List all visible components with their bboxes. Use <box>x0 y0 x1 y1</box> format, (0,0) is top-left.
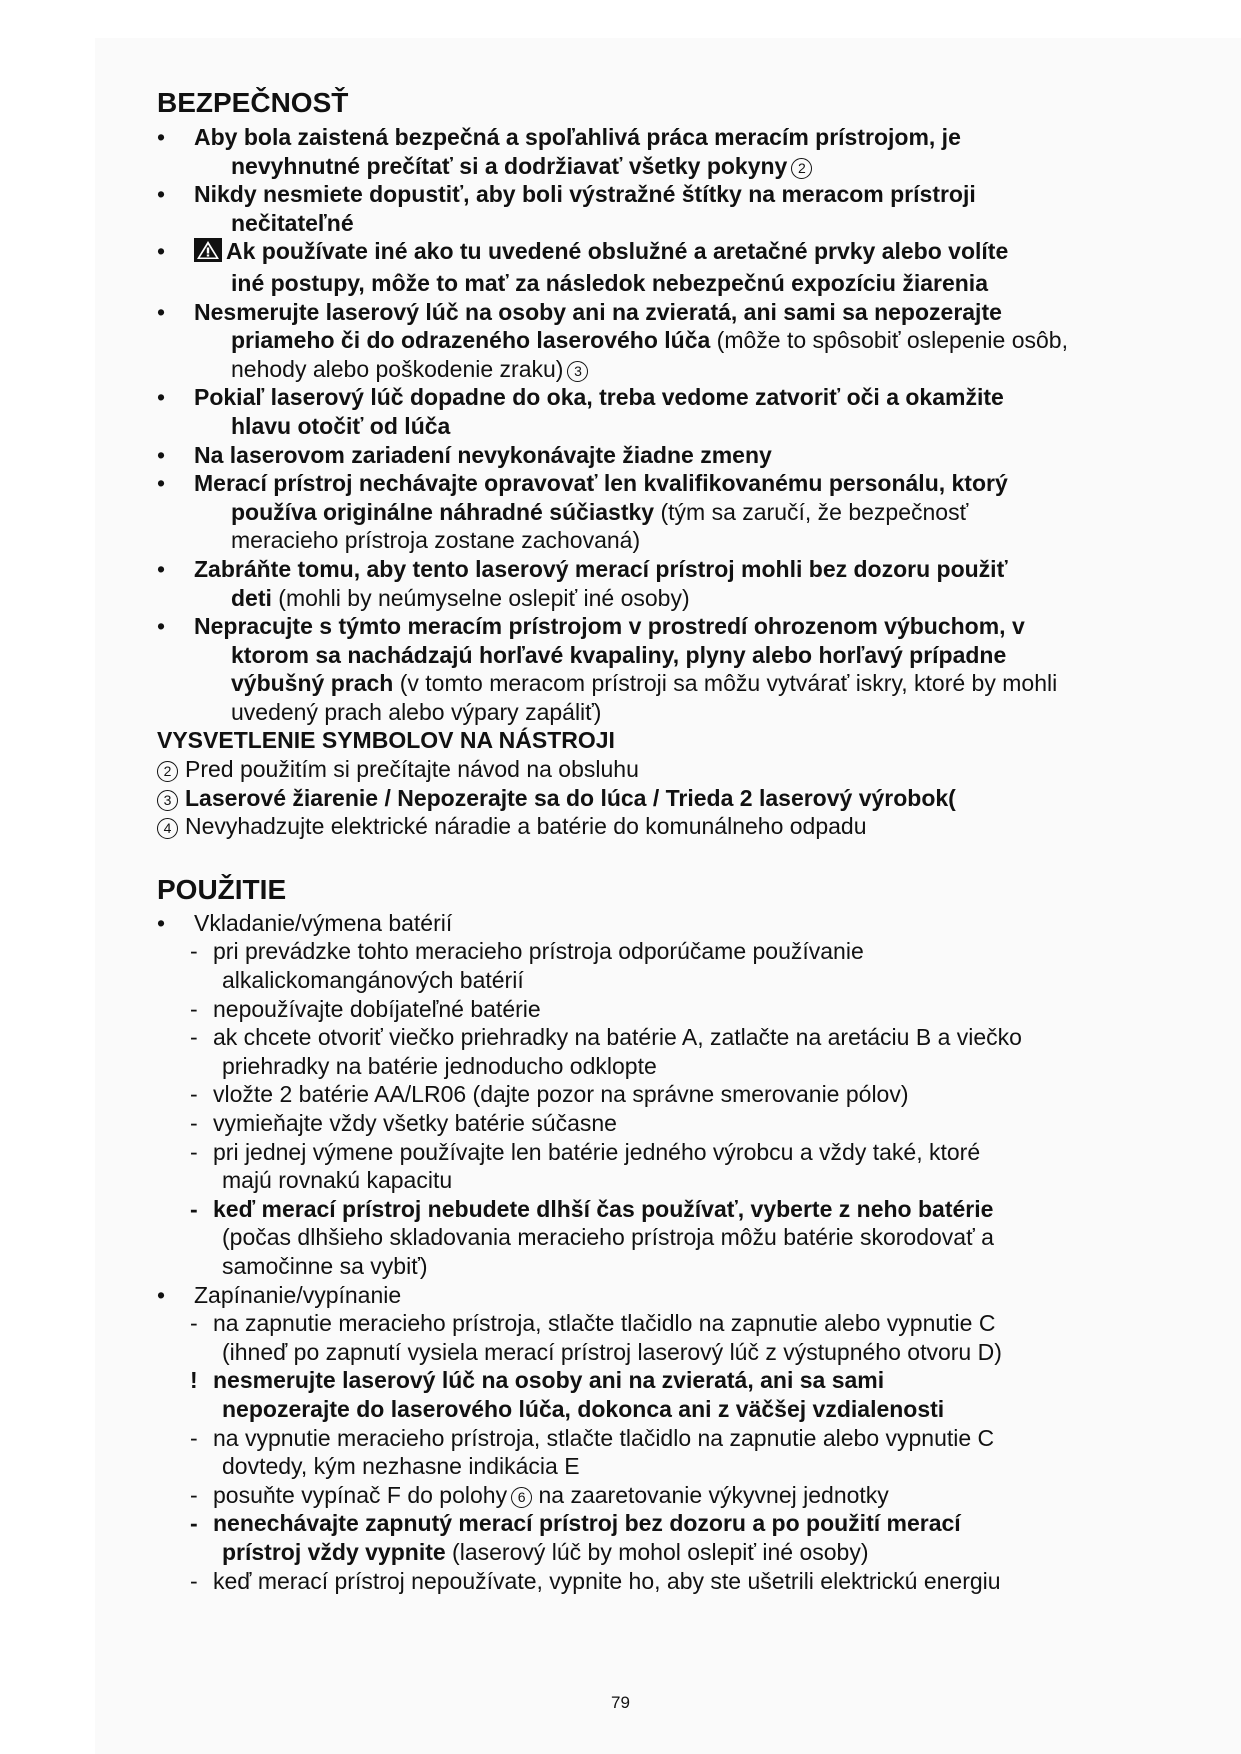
symbol-item-4: 4 Nevyhadzujte elektrické náradie a batérie do komunálneho odpadu <box>157 812 1097 841</box>
ref-circle-4: 4 <box>157 818 178 839</box>
power-item-2: - na vypnutie meracieho prístroja, stlačte tlačidlo na zapnutie alebo vypnutie C dovtedy, kým nezhasne indikácia E <box>190 1424 995 1480</box>
power-warning: ! nesmerujte laserový lúč na osoby ani na zvieratá, ani sa sami nepozerajte do laserového lúča, dokonca ani z väčšej vzdialenosti <box>190 1367 945 1422</box>
battery-item-7: - keď merací prístroj nebudete dlhší čas používať, vyberte z neho batérie (počas dlhšieho skladovania meracieho prístroja môžu batérie skorodovať a samočinne sa vybiť) <box>190 1195 994 1279</box>
ref-circle-2: 2 <box>157 761 178 782</box>
power-item-3: - posuňte vypínač F do polohy 6 na zaaretovanie výkyvnej jednotky <box>190 1481 889 1508</box>
battery-item-3: - ak chcete otvoriť viečko priehradky na batérie A, zatlačte na aretáciu B a viečko priehradky na batérie jednoducho odklopte <box>190 1024 1022 1079</box>
battery-item-6: - pri jednej výmene používajte len batérie jedného výrobcu a vždy také, ktoré majú rovnakú kapacitu <box>190 1138 981 1194</box>
safety-heading: BEZPEČNOSŤ <box>157 87 349 118</box>
ref-circle-3: 3 <box>157 790 178 811</box>
usage-heading: POUŽITIE <box>157 873 287 905</box>
symbol-item-2: 2 Pred použitím si prečítajte návod na obsluhu <box>157 755 1097 784</box>
warning-triangle-icon <box>194 238 222 269</box>
power-item-5: - keď merací prístroj nepoužívate, vypnite ho, aby ste ušetrili elektrickú energiu <box>190 1567 1001 1594</box>
document-body <box>157 86 1097 1595</box>
safety-item-6: • Na laserovom zariadení nevykonávajte žiadne zmeny <box>157 441 1097 470</box>
power-label: Zapínanie/vypínanie <box>194 1281 402 1308</box>
page-number: 79 <box>611 1693 630 1712</box>
symbols-heading: VYSVETLENIE SYMBOLOV NA NÁSTROJI <box>157 727 615 754</box>
battery-item-4: - vložte 2 batérie AA/LR06 (dajte pozor na správne smerovanie pólov) <box>190 1081 909 1108</box>
symbol-item-3: 3 Laserové žiarenie / Nepozerajte sa do lúca / Trieda 2 laserový výrobok( <box>157 784 1097 813</box>
battery-item-2: - nepoužívajte dobíjateľné batérie <box>190 995 541 1022</box>
power-item-4: - nenechávajte zapnutý merací prístroj bez dozoru a po použití merací prístroj vždy vypnite (laserový lúč by mohol oslepiť iné osoby) <box>190 1510 961 1565</box>
power-item-1: - na zapnutie meracieho prístroja, stlačte tlačidlo na zapnutie alebo vypnutie C (ihneď po zapnutí vysiela merací prístroj laserový lúč z výstupného otvoru D) <box>190 1310 1002 1365</box>
safety-list <box>157 123 1097 726</box>
safety-item-3: • Ak používate iné ako tu uvedené obslužné a aretačné prvky alebo volíte iné postupy, môže to mať za následok nebezpečnú expozíciu žiarenia <box>157 237 1097 297</box>
batteries-section <box>157 909 1097 938</box>
safety-item-8: • Zabráňte tomu, aby tento laserový merací prístroj mohli bez dozoru použiť deti (mohli by neúmyselne oslepiť iné osoby) <box>157 555 1097 612</box>
safety-item-9: • Nepracujte s týmto meracím prístrojom v prostredí ohrozenom výbuchom, v ktorom sa nachádzajú horľavé kvapaliny, plyny alebo horľavý prípadne výbušný prach (v tomto meracom prístroji sa môžu vytvárať iskry, ktoré by mohli uvedený prach alebo výpary zapáliť) <box>157 612 1097 726</box>
safety-item-2: • Nikdy nesmiete dopustiť, aby boli výstražné štítky na meracom prístroji nečitateľné <box>157 180 1097 237</box>
safety-item-4: • Nesmerujte laserový lúč na osoby ani na zvieratá, ani sami sa nepozerajte priameho či do odrazeného laserového lúča (môže to spôsobiť oslepenie osôb, nehody alebo poškodenie zraku) 3 <box>157 298 1097 384</box>
safety-item-5: • Pokiaľ laserový lúč dopadne do oka, treba vedome zatvoriť oči a okamžite hlavu otočiť od lúča <box>157 383 1097 440</box>
ref-circle-2: 2 <box>791 158 812 179</box>
ref-circle-6: 6 <box>511 1487 532 1508</box>
ref-circle-3: 3 <box>567 361 588 382</box>
safety-item-1: • Aby bola zaistená bezpečná a spoľahlivá práca meracím prístrojom, je nevyhnutné prečítať si a dodržiavať všetky pokyny 2 <box>157 123 1097 180</box>
battery-item-1: - pri prevádzke tohto meracieho prístroja odporúčame používanie alkalickomangánových batérií <box>190 938 864 994</box>
battery-item-5: - vymieňajte vždy všetky batérie súčasne <box>190 1110 617 1136</box>
power-section <box>157 1281 1097 1310</box>
safety-item-7: • Merací prístroj nechávajte opravovať len kvalifikovanému personálu, ktorý používa originálne náhradné súčiastky (tým sa zaručí, že bezpečnosť meracieho prístroja zostane zachovaná) <box>157 469 1097 555</box>
batteries-label: Vkladanie/výmena batérií <box>194 909 453 936</box>
